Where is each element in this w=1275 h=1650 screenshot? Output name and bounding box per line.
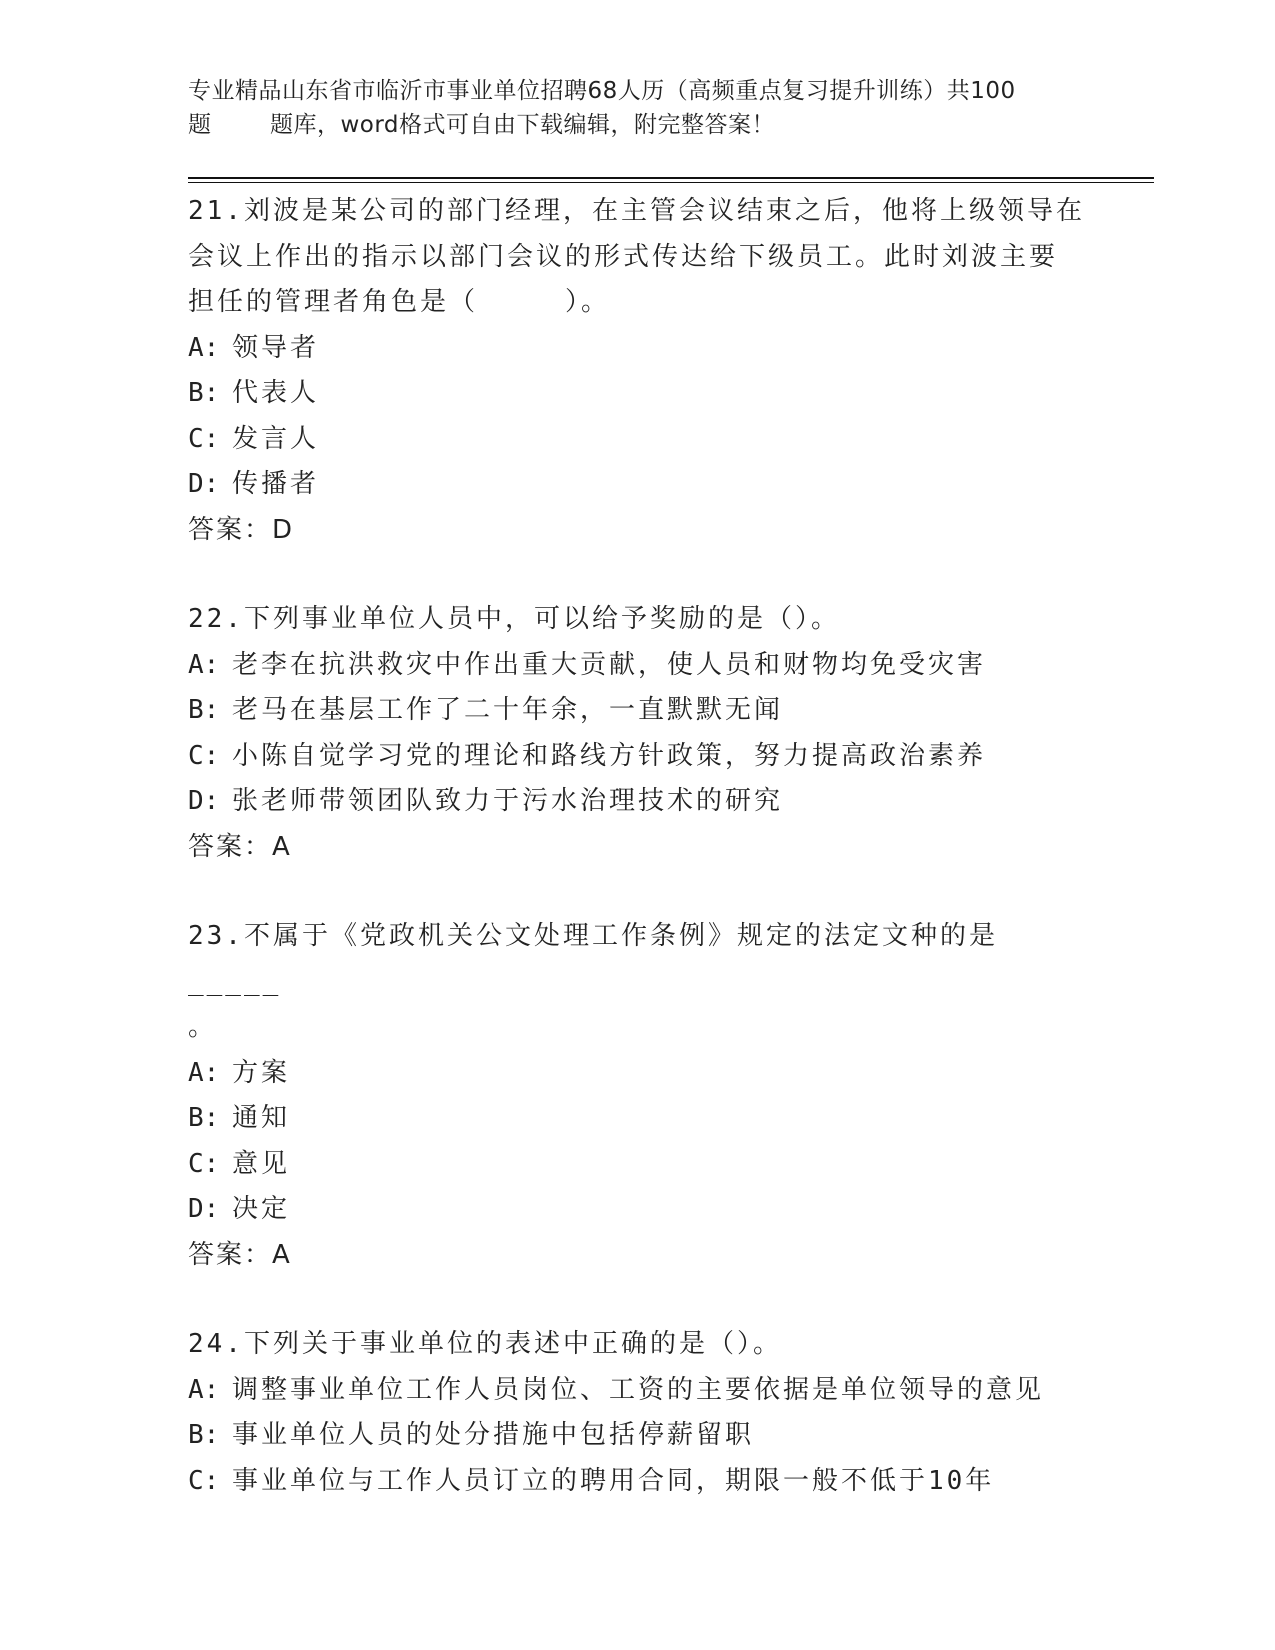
header-line-2-prefix: 题 bbox=[188, 112, 212, 138]
answer-line: 答案：D bbox=[188, 514, 295, 545]
option-label: C: bbox=[188, 1148, 220, 1179]
option-d bbox=[188, 779, 1088, 825]
option-text: 老李在抗洪救灾中作出重大贡献，使人员和财物均免受灾害 bbox=[232, 649, 987, 680]
question-list bbox=[188, 189, 1088, 1504]
question-stem-line: 22.下列事业单位人员中，可以给予奖励的是（）。 bbox=[188, 604, 840, 634]
option-c bbox=[188, 734, 1088, 780]
option-label: C: bbox=[188, 740, 220, 771]
question-22 bbox=[188, 597, 1088, 870]
option-label: A: bbox=[188, 332, 220, 363]
option-text: 决定 bbox=[232, 1194, 291, 1224]
question-24 bbox=[188, 1322, 1088, 1504]
header-line-1: 专业精品山东省市临沂市事业单位招聘68人历（高频重点复习提升训练）共100 bbox=[188, 78, 1016, 104]
answer-line: 答案：A bbox=[188, 831, 292, 862]
option-label: A: bbox=[188, 649, 220, 680]
answer-line: 答案：A bbox=[188, 1239, 292, 1270]
question-23 bbox=[188, 914, 1088, 1278]
option-text: 代表人 bbox=[232, 378, 320, 408]
option-a bbox=[188, 643, 1088, 689]
option-text: 事业单位人员的处分措施中包括停薪留职 bbox=[232, 1420, 755, 1450]
option-b bbox=[188, 1413, 1088, 1459]
option-text: 领导者 bbox=[232, 332, 320, 363]
question-stem-line: 。 bbox=[188, 1012, 218, 1042]
option-text: 发言人 bbox=[232, 423, 320, 454]
question-stem-line: 24.下列关于事业单位的表述中正确的是（）。 bbox=[188, 1329, 782, 1359]
option-text: 通知 bbox=[232, 1103, 291, 1133]
question-21 bbox=[188, 189, 1088, 553]
option-a bbox=[188, 326, 1088, 372]
header-rule-thin bbox=[188, 182, 1154, 183]
question-stem-line: 23.不属于《党政机关公文处理工作条例》规定的法定文种的是_____ bbox=[188, 921, 998, 997]
header-line-2-text: 题库，word格式可自由下载编辑，附完整答案！ bbox=[270, 112, 776, 138]
option-d bbox=[188, 1187, 1088, 1233]
option-text: 调整事业单位工作人员岗位、工资的主要依据是单位领导的意见 bbox=[232, 1374, 1045, 1405]
option-a bbox=[188, 1051, 1088, 1097]
option-text: 方案 bbox=[232, 1057, 291, 1088]
header-rule-thick bbox=[188, 177, 1154, 179]
option-c bbox=[188, 1142, 1088, 1188]
option-label: B: bbox=[188, 1420, 220, 1450]
option-label: B: bbox=[188, 378, 220, 408]
option-a bbox=[188, 1368, 1088, 1414]
header-line-2 bbox=[188, 108, 1088, 142]
option-text: 张老师带领团队致力于污水治理技术的研究 bbox=[232, 786, 784, 816]
option-d bbox=[188, 462, 1088, 508]
document-header bbox=[188, 74, 1088, 142]
option-label: B: bbox=[188, 1103, 220, 1133]
option-b bbox=[188, 371, 1088, 417]
option-label: D: bbox=[188, 1194, 220, 1224]
question-stem-line: 担任的管理者角色是（ ）。 bbox=[188, 287, 611, 317]
option-b bbox=[188, 1096, 1088, 1142]
option-label: D: bbox=[188, 469, 220, 499]
option-text: 小陈自觉学习党的理论和路线方针政策，努力提高政治素养 bbox=[232, 740, 987, 771]
option-label: D: bbox=[188, 786, 220, 816]
option-c bbox=[188, 417, 1088, 463]
option-label: C: bbox=[188, 1465, 220, 1496]
option-text: 意见 bbox=[232, 1148, 291, 1179]
option-label: C: bbox=[188, 423, 220, 454]
option-b bbox=[188, 688, 1088, 734]
option-c bbox=[188, 1459, 1088, 1505]
question-stem-line: 会议上作出的指示以部门会议的形式传达给下级员工。此时刘波主要 bbox=[188, 241, 1059, 272]
option-text: 老马在基层工作了二十年余，一直默默无闻 bbox=[232, 695, 784, 725]
option-label: A: bbox=[188, 1374, 220, 1405]
question-stem-line: 21.刘波是某公司的部门经理，在主管会议结束之后，他将上级领导在 bbox=[188, 196, 1085, 226]
option-text: 传播者 bbox=[232, 469, 320, 499]
option-label: B: bbox=[188, 695, 220, 725]
option-label: A: bbox=[188, 1057, 220, 1088]
option-text: 事业单位与工作人员订立的聘用合同，期限一般不低于10年 bbox=[232, 1465, 995, 1496]
